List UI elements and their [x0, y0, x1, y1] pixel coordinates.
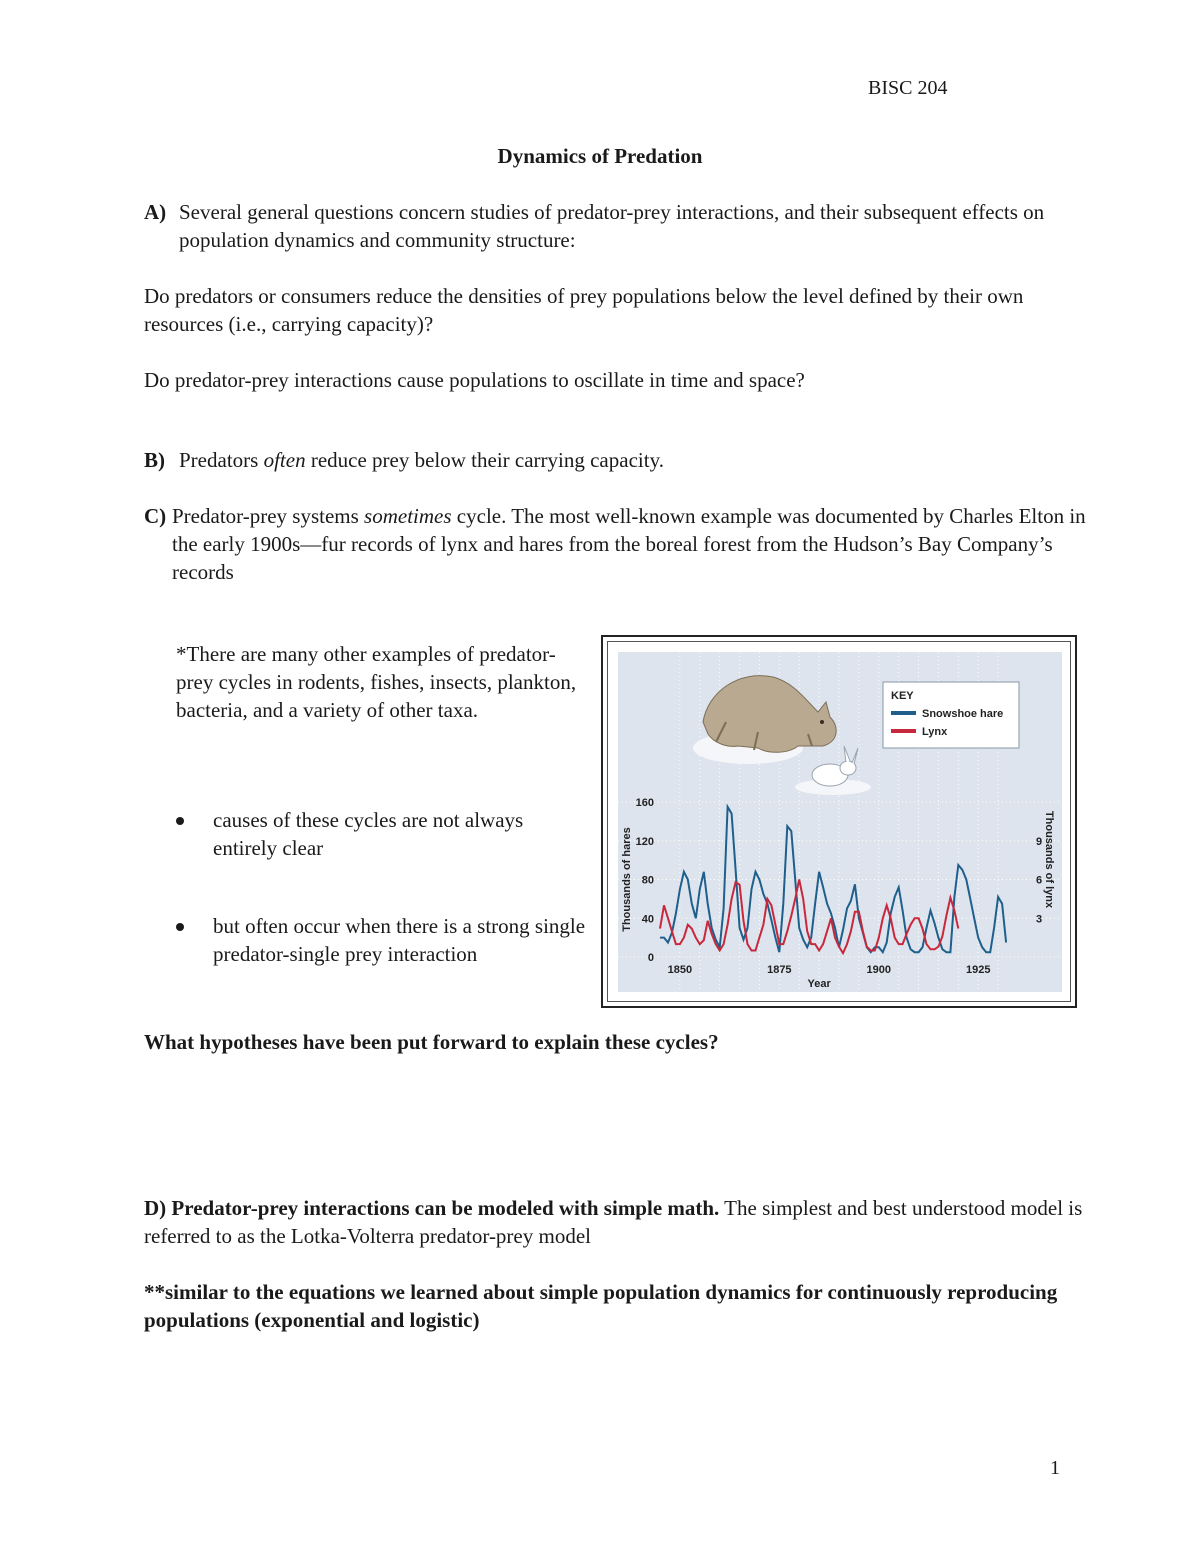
- y-tick-label: 80: [641, 874, 654, 887]
- bullet-item: but often occur when there is a strong single predator-single prey interaction: [172, 912, 592, 968]
- section-b-letter: B): [144, 448, 165, 472]
- y2-tick-label: 9: [1036, 835, 1043, 848]
- section-c-pre: Predator-prey systems: [172, 504, 365, 528]
- section-b-pre: Predators: [179, 448, 264, 472]
- section-b-post: reduce prey below their carrying capacity.: [305, 448, 664, 472]
- x-tick-label: 1925: [965, 964, 991, 976]
- page-number: 1: [1050, 1457, 1060, 1479]
- cycle-bullets: [172, 806, 592, 968]
- similar-note: **similar to the equations we learned about simple population dynamics for continuously reproducing populations (exponential and logistic): [144, 1280, 1058, 1332]
- y2-tick-label: 6: [1036, 874, 1043, 887]
- section-d-rest: The simplest and best understood model is referred to as the Lotka-Volterra predator-prey model: [144, 1196, 1083, 1248]
- x-tick-label: 1900: [866, 964, 892, 976]
- y-tick-label: 160: [635, 797, 654, 809]
- bullet-icon: [176, 817, 184, 825]
- section-b-emphasis: often: [263, 448, 306, 472]
- y-tick-label: 40: [641, 913, 654, 926]
- y2-axis-label: Thousands of lynx: [1043, 810, 1055, 909]
- hare-lynx-chart: [608, 642, 1072, 1003]
- legend-title: KEY: [891, 690, 914, 702]
- section-c-emphasis: sometimes: [364, 504, 452, 528]
- figure-inner-border: [607, 641, 1071, 1002]
- bullet-item: causes of these cycles are not always entirely clear: [172, 806, 592, 862]
- section-a-letter: A): [144, 200, 167, 224]
- x-axis-label: Year: [807, 978, 831, 990]
- y-axis-label: Thousands of hares: [621, 827, 633, 932]
- section-a: [144, 198, 1119, 254]
- legend-lynx-label: Lynx: [922, 726, 948, 738]
- legend-hare-label: Snowshoe hare: [922, 708, 1004, 720]
- question-2: Do predator-prey interactions cause populations to oscillate in time and space?: [144, 368, 805, 392]
- hypotheses-question: What hypotheses have been put forward to explain these cycles?: [144, 1030, 719, 1054]
- course-header: BISC 204: [868, 77, 948, 99]
- section-c-post: cycle. The most well-known example was documented by Charles Elton in the early 1900s—fur records of lynx and hares from the boreal forest from the Hudson’s Bay Company’s records: [172, 504, 1086, 584]
- other-examples-note: *There are many other examples of predator-prey cycles in rodents, fishes, insects, plankton, bacteria, and a variety of other taxa.: [176, 642, 577, 722]
- x-tick-label: 1875: [767, 964, 792, 976]
- section-d: [144, 1194, 1084, 1250]
- figure-frame: [601, 635, 1077, 1008]
- bullet-icon: [176, 923, 184, 931]
- y2-tick-label: 3: [1036, 913, 1043, 926]
- section-d-letter: D): [144, 1196, 167, 1220]
- y-tick-label: 120: [635, 835, 654, 848]
- section-d-bold: Predator-prey interactions can be modeled with simple math.: [171, 1196, 720, 1220]
- section-b: [144, 446, 1084, 474]
- chart-legend: [883, 682, 1019, 748]
- section-a-text: Several general questions concern studies of predator-prey interactions, and their subsequent effects on population dynamics and community structure:: [179, 200, 1045, 252]
- y-tick-label: 0: [647, 952, 654, 964]
- question-1: Do predators or consumers reduce the densities of prey populations below the level defined by their own resources (i.e., carrying capacity)?: [144, 284, 1024, 336]
- x-tick-label: 1850: [667, 964, 693, 976]
- page-title: Dynamics of Predation: [497, 144, 703, 168]
- section-c-letter: C): [144, 504, 167, 528]
- section-c: [144, 502, 1112, 586]
